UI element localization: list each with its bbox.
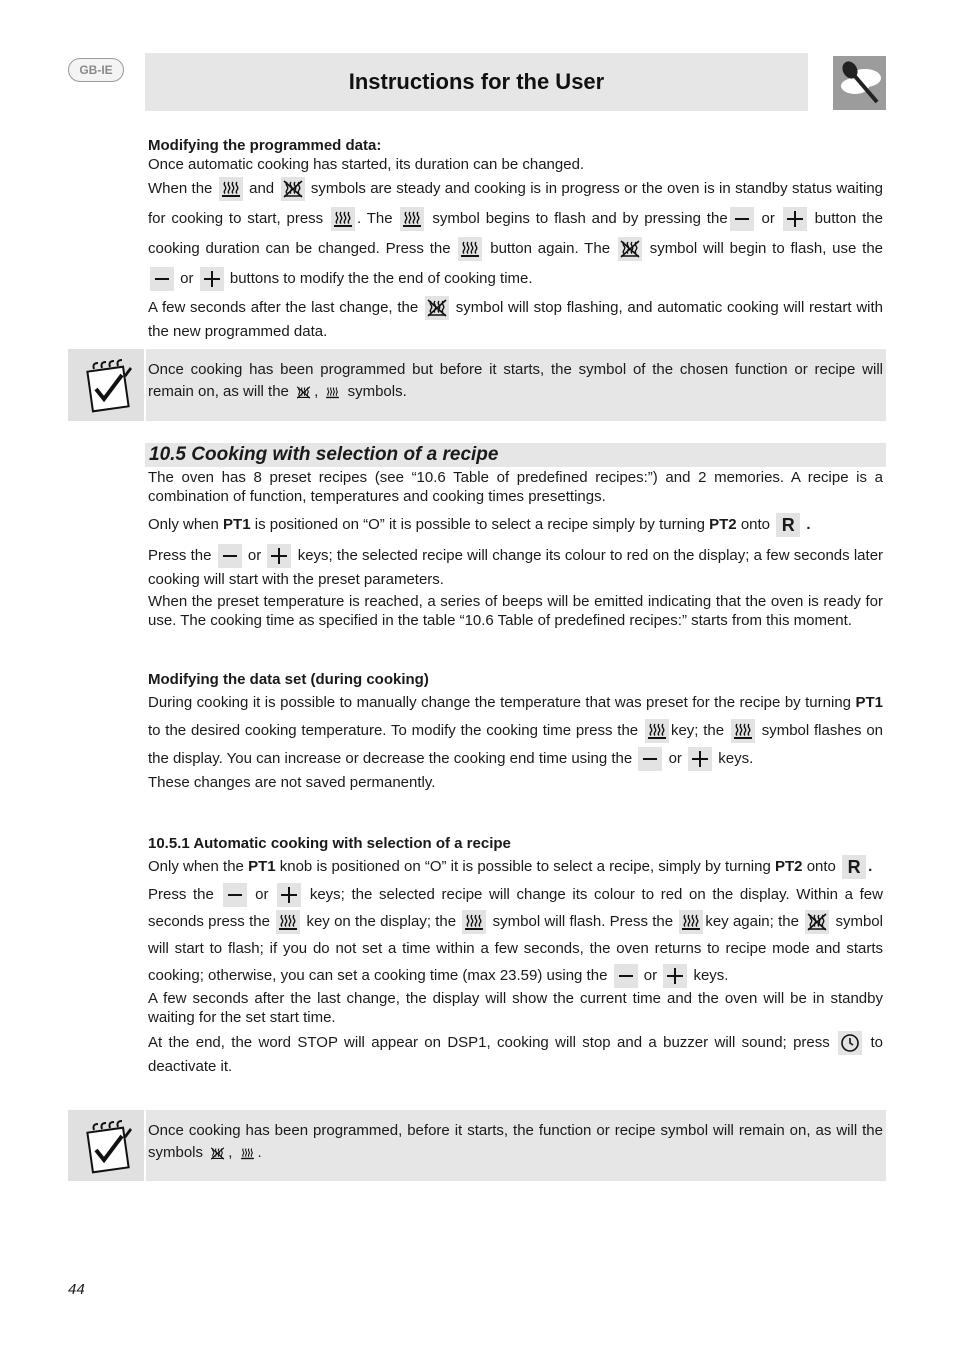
recipe-block [148,468,883,630]
minus-icon [223,883,247,907]
paragraph: The oven has 8 preset recipes (see “10.6 Table of predefined recipes:”) and 2 memories. A recipe is a combination of function, temperatures and cooking times presettings. [148,469,883,505]
recipe-r-icon: R [842,855,866,879]
plus-icon [267,544,291,568]
plus-icon [200,267,224,291]
heat-cross-icon [618,237,642,261]
heat-icon [731,719,755,743]
paragraph: These changes are not saved permanently. [148,774,436,791]
paragraph: A few seconds after the last change, the symbol will stop flashing, and automatic cooking will restart with the new programmed data. [148,296,883,344]
plus-icon [783,207,807,231]
heat-icon [324,384,341,401]
chef-logo-icon [833,56,886,110]
paragraph: A few seconds after the last change, the display will show the current time and the oven will be in standby waiting for the set start time. [148,990,883,1026]
section-title-bar [145,443,886,467]
note-box [68,1110,886,1181]
minus-icon [614,964,638,988]
minus-icon [150,267,174,291]
paragraph: Press the or keys; the selected recipe will change its colour to red on the display. Within a few seconds press the key on the display; the symbol will flash. Press the key again; the symbol will start to flash; if you do not set a time within a few seconds, the oven returns to recipe mode and starts cooking; otherwise, you can set a cooking time (max 23.59) using the or keys. [148,881,883,989]
heat-cross-icon [295,384,312,401]
modify-programmed-block [148,136,883,344]
heat-icon [239,1145,256,1162]
heat-cross-icon [805,910,829,934]
paragraph: Once automatic cooking has started, its duration can be changed. [148,156,585,173]
minus-icon [638,747,662,771]
auto-recipe-block [148,834,883,1079]
modify-dataset-block [148,670,883,792]
paragraph: Only when PT1 is positioned on “O” it is possible to select a recipe simply by turning PT2 onto R . [148,515,811,536]
paragraph: Press the or keys; the selected recipe will change its colour to red on the display; a few seconds later cooking will start with the preset parameters. [148,544,883,592]
heat-icon [679,910,703,934]
note-text: Once cooking has been programmed but before it starts, the symbol of the chosen function or recipe will remain on, as will the , symbols. [148,361,883,400]
heat-icon [462,910,486,934]
minus-icon [218,544,242,568]
region-badge: GB-IE [68,58,124,82]
section-title: 10.5 Cooking with selection of a recipe [149,444,499,465]
notepad-check-icon [76,355,136,415]
section-heading: 10.5.1 Automatic cooking with selection of a recipe [148,835,511,852]
heat-cross-icon [425,296,449,320]
plus-icon [688,747,712,771]
paragraph: At the end, the word STOP will appear on DSP1, cooking will stop and a buzzer will sound; press to deactivate it. [148,1031,883,1079]
heat-icon [219,177,243,201]
note-box [68,349,886,421]
page-header [145,53,808,111]
note-text: Once cooking has been programmed, before it starts, the function or recipe symbol will remain on, as will the symbols , . [148,1122,883,1161]
section-heading: Modifying the programmed data: [148,137,382,154]
heat-cross-icon [281,177,305,201]
page-title: Instructions for the User [348,69,605,94]
heat-icon [276,910,300,934]
recipe-r-icon: R [776,513,800,537]
plus-icon [663,964,687,988]
plus-icon [277,883,301,907]
paragraph: When the preset temperature is reached, a series of beeps will be emitted indicating that the oven is ready for use. The cooking time as specified in the table “10.6 Table of predefined recipes:” starts from this moment. [148,593,883,630]
section-heading: Modifying the data set (during cooking) [148,671,429,688]
paragraph: During cooking it is possible to manually change the temperature that was preset for the recipe by turning PT1 to the desired cooking temperature. To modify the cooking time press the key; the symbol flashes on the display. You can increase or decrease the cooking end time using the or keys. [148,689,883,773]
heat-icon [400,207,424,231]
heat-icon [645,719,669,743]
paragraph: Only when the PT1 knob is positioned on “O” it is possible to select a recipe, simply by turning PT2 onto R . [148,857,873,878]
clock-icon [838,1031,862,1055]
heat-icon [458,237,482,261]
heat-icon [331,207,355,231]
paragraph: When the and symbols are steady and cooking is in progress or the oven is in standby status waiting for cooking to start, press . The symbol begins to flash and by pressing the or button the cooking duration can be changed. Press the button again. The symbol will begin to flash, use the or buttons to modify the the end of cooking time. [148,174,883,294]
page-number: 44 [68,1281,85,1298]
minus-icon [730,207,754,231]
heat-cross-icon [209,1145,226,1162]
notepad-check-icon [76,1116,136,1176]
